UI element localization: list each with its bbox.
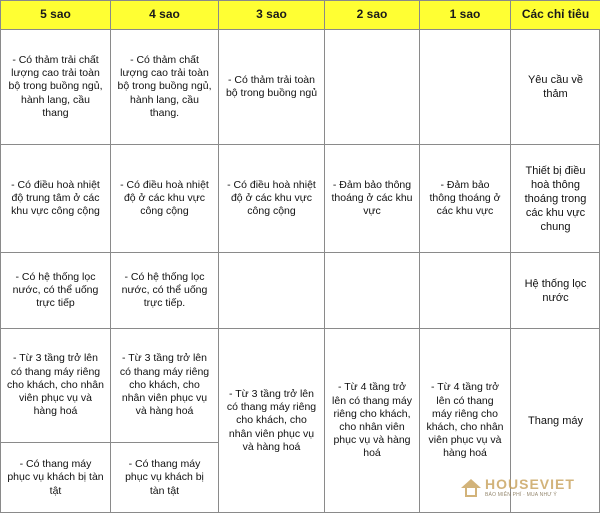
carpet-1-sao-cell bbox=[419, 29, 510, 144]
criteria-aircon bbox=[510, 144, 600, 252]
carpet-2-sao-cell bbox=[324, 29, 419, 144]
houseviet-watermark bbox=[460, 466, 600, 510]
header-2-sao bbox=[324, 0, 419, 29]
elevator-4-sao-text-b: - Có thang máy phục vụ khách bị tàn tật bbox=[125, 458, 204, 497]
criteria-aircon-label: Thiết bị điều hoà thông thoáng trong các khu vực chung bbox=[524, 164, 587, 233]
header-4-sao-label: 4 sao bbox=[149, 7, 180, 22]
aircon-1-sao-cell bbox=[419, 144, 510, 252]
water-5-sao-cell bbox=[0, 252, 110, 328]
elevator-4-sao-cell-a bbox=[110, 328, 218, 442]
carpet-5-sao-text: - Có thảm trải chất lượng cao trải toàn bộ trong buồng ngủ, hành lang, cầu thang bbox=[8, 53, 103, 119]
header-1-sao-label: 1 sao bbox=[449, 7, 481, 22]
watermark-tagline: BÁO MIỄN PHÍ · MUA NHƯ Ý bbox=[485, 492, 557, 498]
aircon-3-sao-cell bbox=[218, 144, 324, 252]
elevator-4-sao-text-a: - Từ 3 tầng trở lên có thang máy riêng cho khách, cho nhân viên phục vụ và hàng hoá bbox=[119, 352, 210, 418]
header-1-sao bbox=[419, 0, 510, 29]
elevator-5-sao-cell-a bbox=[0, 328, 110, 442]
elevator-2-sao-text: - Từ 4 tầng trở lên có thang máy riêng cho khách, cho nhân viên phục vụ và hàng hoá bbox=[332, 381, 412, 460]
watermark-name: HOUSEVIET bbox=[485, 476, 575, 492]
criteria-water-label: Hệ thống lọc nước bbox=[524, 277, 587, 304]
aircon-4-sao-text: - Có điều hoà nhiệt độ ở các khu vực công cộng bbox=[120, 178, 209, 218]
aircon-2-sao-text: - Đảm bảo thông thoáng ở các khu vực bbox=[331, 178, 413, 218]
carpet-5-sao-cell bbox=[0, 29, 110, 144]
water-5-sao-text: - Có hệ thống lọc nước, có thể uống trực tiếp bbox=[12, 270, 99, 310]
elevator-1-sao-text: - Từ 4 tầng trở lên có thang máy riêng cho khách, cho nhân viên phục vụ và hàng hoá bbox=[426, 381, 504, 460]
elevator-5-sao-cell-b bbox=[0, 442, 110, 513]
watermark-text bbox=[485, 477, 575, 499]
water-3-sao-cell bbox=[218, 252, 324, 328]
water-1-sao-cell bbox=[419, 252, 510, 328]
carpet-3-sao-cell bbox=[218, 29, 324, 144]
aircon-4-sao-cell bbox=[110, 144, 218, 252]
header-criteria-label: Các chỉ tiêu bbox=[521, 7, 590, 22]
header-3-sao bbox=[218, 0, 324, 29]
criteria-carpet-label: Yêu cầu về thảm bbox=[527, 74, 584, 100]
aircon-1-sao-text: - Đảm bảo thông thoáng ở các khu vực bbox=[429, 178, 501, 218]
water-4-sao-cell bbox=[110, 252, 218, 328]
elevator-3-sao-text: - Từ 3 tầng trở lên có thang máy riêng cho khách, cho nhân viên phục vụ và hàng hoá bbox=[226, 387, 317, 453]
carpet-4-sao-cell bbox=[110, 29, 218, 144]
elevator-2-sao-cell bbox=[324, 328, 419, 513]
aircon-3-sao-text: - Có điều hoà nhiệt độ ở các khu vực công cộng bbox=[227, 178, 316, 218]
aircon-5-sao-cell bbox=[0, 144, 110, 252]
criteria-elevator-label: Thang máy bbox=[527, 415, 584, 427]
water-4-sao-text: - Có hệ thống lọc nước, có thể uống trực tiếp. bbox=[121, 270, 208, 310]
elevator-5-sao-text-b: - Có thang máy phục vụ khách bị tàn tật bbox=[7, 458, 104, 497]
header-3-sao-label: 3 sao bbox=[256, 7, 287, 22]
elevator-4-sao-cell-b bbox=[110, 442, 218, 513]
header-5-sao-label: 5 sao bbox=[40, 7, 71, 22]
criteria-water bbox=[510, 252, 600, 328]
aircon-5-sao-text: - Có điều hoà nhiệt độ trung tâm ở các khu vực công cộng bbox=[11, 178, 100, 218]
header-2-sao-label: 2 sao bbox=[356, 7, 388, 22]
house-logo-icon bbox=[460, 477, 482, 499]
carpet-4-sao-text: - Có thảm chất lượng cao trải toàn bộ trong buồng ngủ, hành lang, cầu thang. bbox=[117, 53, 212, 119]
header-criteria bbox=[510, 0, 600, 29]
header-4-sao bbox=[110, 0, 218, 29]
water-2-sao-cell bbox=[324, 252, 419, 328]
elevator-3-sao-cell bbox=[218, 328, 324, 513]
aircon-2-sao-cell bbox=[324, 144, 419, 252]
header-5-sao bbox=[0, 0, 110, 29]
criteria-carpet bbox=[510, 29, 600, 144]
carpet-3-sao-text: - Có thảm trải toàn bộ trong buồng ngủ bbox=[225, 73, 318, 99]
elevator-5-sao-text-a: - Từ 3 tầng trở lên có thang máy riêng cho khách, cho nhân viên phục vụ và hàng hoá bbox=[7, 352, 104, 418]
